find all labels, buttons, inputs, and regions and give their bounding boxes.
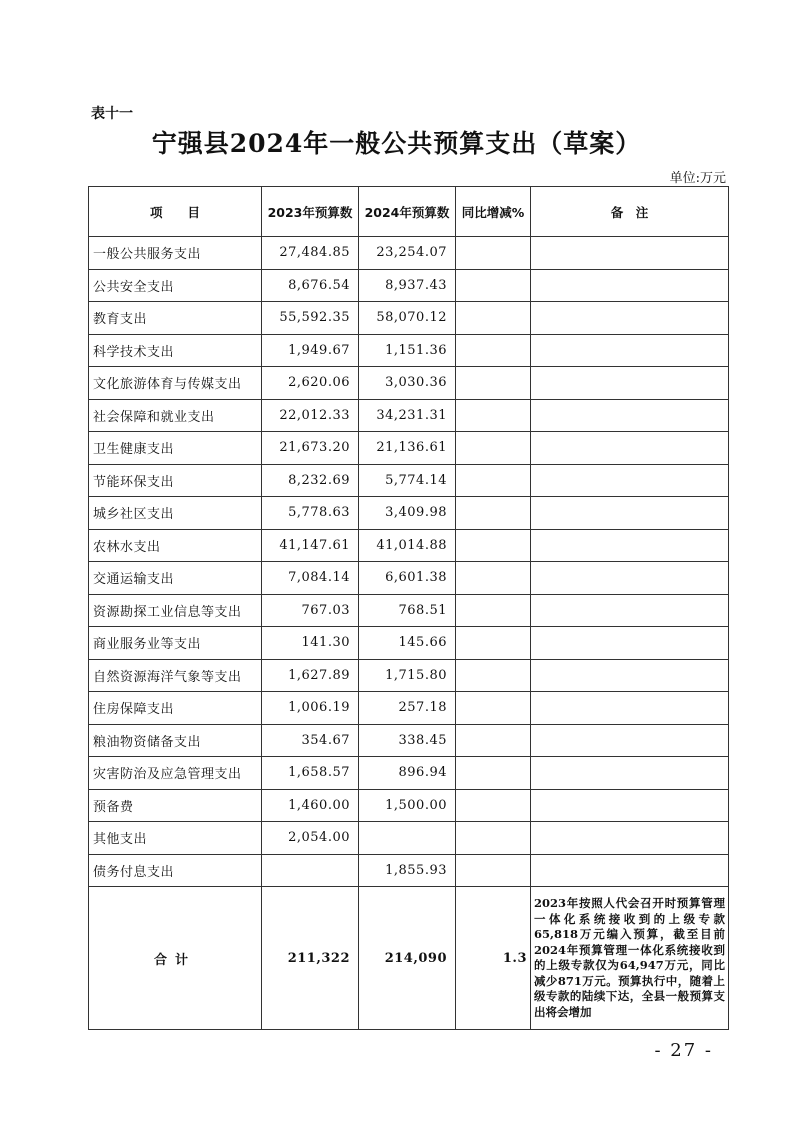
row-note [531,789,729,822]
row-name: 债务付息支出 [89,854,262,887]
row-note [531,822,729,855]
total-note: 2023年按照人代会召开时预算管理一体化系统接收到的上级专款65,818万元编入预算，截至目前2024年预算管理一体化系统接收到的上级专款仅为64,947万元，同比减少871万元。预算执行中，随着上级专款的陆续下达，全县一般预算支出将会增加 [531,887,729,1030]
row-note [531,659,729,692]
row-2023: 8,676.54 [262,269,359,302]
row-2023: 354.67 [262,724,359,757]
table-row [89,302,729,335]
row-2023: 22,012.33 [262,399,359,432]
header-change: 同比增减% [456,187,531,237]
row-change [456,237,531,270]
row-name: 公共安全支出 [89,269,262,302]
row-2023: 21,673.20 [262,432,359,465]
row-name: 教育支出 [89,302,262,335]
table-row [89,399,729,432]
row-name: 其他支出 [89,822,262,855]
row-name: 卫生健康支出 [89,432,262,465]
table-row [89,854,729,887]
row-note [531,367,729,400]
table-row [89,627,729,660]
row-change [456,692,531,725]
row-change [456,757,531,790]
row-2023: 1,658.57 [262,757,359,790]
total-label: 合计 [89,887,262,1030]
row-name: 住房保障支出 [89,692,262,725]
table-row [89,464,729,497]
row-change [456,724,531,757]
table-row [89,334,729,367]
row-note [531,627,729,660]
total-2024: 214,090 [359,887,456,1030]
row-change [456,497,531,530]
row-2023: 767.03 [262,594,359,627]
row-note [531,464,729,497]
table-row [89,367,729,400]
row-note [531,269,729,302]
row-2023: 1,006.19 [262,692,359,725]
row-2024: 8,937.43 [359,269,456,302]
row-2024 [359,822,456,855]
row-change [456,854,531,887]
row-note [531,594,729,627]
row-2023: 2,620.06 [262,367,359,400]
row-name: 农林水支出 [89,529,262,562]
header-row [89,187,729,237]
header-2023: 2023年预算数 [262,187,359,237]
page-number: - 27 - [654,1040,713,1061]
row-2023: 141.30 [262,627,359,660]
row-2023: 27,484.85 [262,237,359,270]
table-row [89,659,729,692]
total-change: 1.3 [456,887,531,1030]
row-note [531,692,729,725]
row-change [456,659,531,692]
row-name: 自然资源海洋气象等支出 [89,659,262,692]
row-note [531,302,729,335]
row-change [456,594,531,627]
row-name: 灾害防治及应急管理支出 [89,757,262,790]
row-2024: 3,030.36 [359,367,456,400]
table-row [89,789,729,822]
row-2024: 58,070.12 [359,302,456,335]
row-2024: 23,254.07 [359,237,456,270]
row-name: 社会保障和就业支出 [89,399,262,432]
row-2024: 896.94 [359,757,456,790]
row-2023 [262,854,359,887]
row-name: 粮油物资储备支出 [89,724,262,757]
row-name: 科学技术支出 [89,334,262,367]
row-name: 资源勘探工业信息等支出 [89,594,262,627]
table-row [89,269,729,302]
table-row [89,237,729,270]
row-2024: 41,014.88 [359,529,456,562]
row-2024: 145.66 [359,627,456,660]
table-row [89,497,729,530]
row-change [456,562,531,595]
row-2023: 8,232.69 [262,464,359,497]
row-name: 预备费 [89,789,262,822]
row-change [456,464,531,497]
row-note [531,237,729,270]
row-name: 交通运输支出 [89,562,262,595]
row-note [531,334,729,367]
header-2024: 2024年预算数 [359,187,456,237]
row-name: 商业服务业等支出 [89,627,262,660]
row-2024: 3,409.98 [359,497,456,530]
total-2023: 211,322 [262,887,359,1030]
row-2024: 1,151.36 [359,334,456,367]
row-2024: 768.51 [359,594,456,627]
row-2024: 257.18 [359,692,456,725]
page-title: 宁强县2024年一般公共预算支出（草案） [151,129,642,158]
row-change [456,432,531,465]
row-change [456,269,531,302]
row-note [531,529,729,562]
table-label: 表十一 [91,106,133,122]
row-2023: 1,627.89 [262,659,359,692]
row-2023: 41,147.61 [262,529,359,562]
row-2023: 7,084.14 [262,562,359,595]
header-item: 项 目 [89,187,262,237]
row-name: 一般公共服务支出 [89,237,262,270]
row-2024: 338.45 [359,724,456,757]
table-row [89,724,729,757]
row-change [456,334,531,367]
table-row [89,757,729,790]
row-change [456,822,531,855]
row-change [456,302,531,335]
row-note [531,724,729,757]
table-row [89,822,729,855]
row-2023: 2,054.00 [262,822,359,855]
row-note [531,562,729,595]
table-row [89,529,729,562]
row-2024: 21,136.61 [359,432,456,465]
unit-label: 单位:万元 [669,171,726,186]
budget-table [88,186,729,1030]
row-change [456,399,531,432]
row-note [531,432,729,465]
row-note [531,757,729,790]
row-2023: 55,592.35 [262,302,359,335]
row-note [531,399,729,432]
row-name: 节能环保支出 [89,464,262,497]
table-row [89,594,729,627]
row-2023: 5,778.63 [262,497,359,530]
row-note [531,854,729,887]
row-name: 文化旅游体育与传媒支出 [89,367,262,400]
header-note: 备 注 [531,187,729,237]
row-change [456,627,531,660]
row-note [531,497,729,530]
row-change [456,367,531,400]
row-2024: 34,231.31 [359,399,456,432]
row-2023: 1,949.67 [262,334,359,367]
row-2024: 1,855.93 [359,854,456,887]
row-change [456,789,531,822]
table-row [89,432,729,465]
table-row [89,562,729,595]
row-2024: 1,715.80 [359,659,456,692]
row-2023: 1,460.00 [262,789,359,822]
row-2024: 5,774.14 [359,464,456,497]
row-name: 城乡社区支出 [89,497,262,530]
table-row [89,692,729,725]
row-2024: 6,601.38 [359,562,456,595]
row-change [456,529,531,562]
total-row [89,887,729,1030]
row-2024: 1,500.00 [359,789,456,822]
